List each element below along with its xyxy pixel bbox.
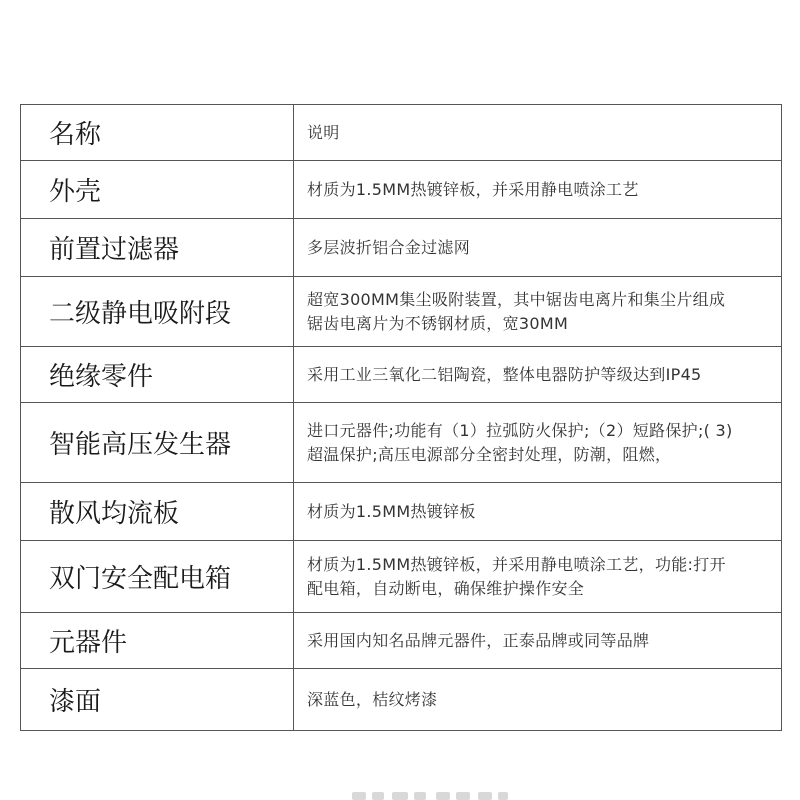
row-name-cell: 智能高压发生器 <box>21 403 294 483</box>
table-row <box>21 105 782 161</box>
desc-line: 采用工业三氧化二铝陶瓷，整体电器防护等级达到IP45 <box>307 364 702 384</box>
row-name-cell: 前置过滤器 <box>21 219 294 277</box>
row-desc-cell <box>294 219 782 277</box>
spec-table <box>20 104 782 731</box>
table-row <box>21 347 782 403</box>
desc-line: 材质为1.5MM热镀锌板 <box>307 501 476 521</box>
table-row <box>21 613 782 669</box>
table-row <box>21 161 782 219</box>
desc-line: 超宽300MM集尘吸附装置，其中锯齿电离片和集尘片组成 <box>307 289 726 309</box>
row-name-cell: 漆面 <box>21 669 294 731</box>
table-row <box>21 483 782 541</box>
table-row <box>21 219 782 277</box>
row-desc-cell <box>294 613 782 669</box>
row-desc-cell <box>294 541 782 613</box>
header-desc-cell <box>294 105 782 161</box>
row-desc-cell <box>294 347 782 403</box>
row-desc-cell <box>294 403 782 483</box>
table-row <box>21 277 782 347</box>
desc-line: 多层波折铝合金过滤网 <box>307 237 471 257</box>
table-row <box>21 541 782 613</box>
header-name-cell: 名称 <box>21 105 294 161</box>
desc-line: 说明 <box>307 122 340 142</box>
row-desc-cell <box>294 277 782 347</box>
row-desc-cell <box>294 483 782 541</box>
row-name-cell: 二级静电吸附段 <box>21 277 294 347</box>
cropped-text-fragment <box>0 790 800 800</box>
row-name-cell: 双门安全配电箱 <box>21 541 294 613</box>
row-name-cell: 元器件 <box>21 613 294 669</box>
desc-line: 材质为1.5MM热镀锌板，并采用静电喷涂工艺 <box>307 179 639 199</box>
desc-line: 超温保护;高压电源部分全密封处理，防潮，阻燃， <box>307 444 672 464</box>
row-desc-cell <box>294 669 782 731</box>
desc-line: 深蓝色，桔纹烤漆 <box>307 689 438 709</box>
desc-line: 材质为1.5MM热镀锌板，并采用静电喷涂工艺，功能:打开 <box>307 554 726 574</box>
row-name-cell: 散风均流板 <box>21 483 294 541</box>
row-desc-cell <box>294 161 782 219</box>
desc-line: 采用国内知名品牌元器件，正泰品牌或同等品牌 <box>307 630 650 650</box>
row-name-cell: 外壳 <box>21 161 294 219</box>
desc-line: 锯齿电离片为不锈钢材质，宽30MM <box>307 313 569 333</box>
row-name-cell: 绝缘零件 <box>21 347 294 403</box>
desc-line: 配电箱，自动断电，确保维护操作安全 <box>307 578 585 598</box>
table-row <box>21 669 782 731</box>
desc-line: 进口元器件;功能有（1）拉弧防火保护;（2）短路保护;( 3) <box>307 420 733 440</box>
table-row <box>21 403 782 483</box>
